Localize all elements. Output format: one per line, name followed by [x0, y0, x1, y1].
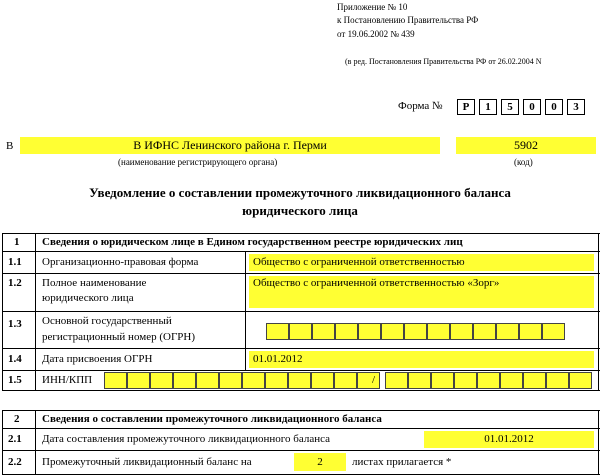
row-number: 1.2: [8, 277, 22, 289]
sheets-label-pre: Промежуточный ликвидационный баланс на: [42, 456, 252, 468]
sheets-count-field[interactable]: 2: [294, 453, 346, 471]
document-title-line2: юридического лица: [242, 203, 358, 218]
authority-name-caption: (наименование регистрирующего органа): [118, 157, 278, 167]
form-code-char: 5: [501, 99, 519, 115]
sheets-label-post: листах прилагается *: [352, 456, 452, 468]
form-code-char: 3: [567, 99, 585, 115]
row-number: 1.4: [8, 353, 22, 365]
authority-code-caption: (код): [514, 157, 533, 167]
ogrn-date-label: Дата присвоения ОГРН: [42, 353, 153, 365]
balance-date-field[interactable]: 01.01.2012: [424, 431, 594, 448]
ogrn-label-2: регистрационный номер (ОГРН): [42, 331, 196, 343]
form-code-char: 1: [479, 99, 497, 115]
form-code-char: Р: [457, 99, 475, 115]
form-code-char: 0: [545, 99, 563, 115]
form-code-char: 0: [523, 99, 541, 115]
ogrn-date-field[interactable]: 01.01.2012: [249, 351, 594, 368]
inn-kpp-separator: /: [372, 374, 376, 386]
row-number: 2.2: [8, 456, 22, 468]
legal-form-label: Организационно-правовая форма: [42, 256, 199, 268]
full-name-field[interactable]: Общество с ограниченной ответственностью «Зорг»: [249, 276, 594, 308]
inn-kpp-label: ИНН/КПП: [42, 374, 93, 386]
section1-number: 1: [14, 236, 20, 248]
row-number: 1.1: [8, 256, 22, 268]
edition-note: (в ред. Постановления Правительства РФ от 26.02.2004 N: [345, 57, 542, 66]
authority-code-field[interactable]: 5902: [456, 137, 596, 154]
section2-number: 2: [14, 413, 20, 425]
section2-title: Сведения о составлении промежуточного ликвидационного баланса: [42, 413, 382, 425]
ogrn-label-1: Основной государственный: [42, 315, 172, 327]
decree-date: от 19.06.2002 № 439: [337, 29, 415, 39]
full-name-label-2: юридического лица: [42, 292, 134, 304]
row-number: 1.3: [8, 318, 22, 330]
row-number: 2.1: [8, 433, 22, 445]
authority-name-field[interactable]: В ИФНС Ленинского района г. Перми: [20, 137, 440, 154]
row-number: 1.5: [8, 374, 22, 386]
legal-form-field[interactable]: Общество с ограниченной ответственностью: [249, 254, 594, 271]
balance-date-label: Дата составления промежуточного ликвидационного баланса: [42, 433, 330, 445]
appendix-number: Приложение № 10: [337, 2, 408, 12]
authority-prefix: В: [6, 140, 14, 152]
form-label: Форма №: [398, 100, 443, 112]
decree-reference: к Постановлению Правительства РФ: [337, 15, 479, 25]
section1-title: Сведения о юридическом лице в Едином государственном реестре юридических лиц: [42, 236, 463, 248]
full-name-label-1: Полное наименование: [42, 277, 147, 289]
document-title-line1: Уведомление о составлении промежуточного ликвидационного баланса: [89, 185, 511, 200]
